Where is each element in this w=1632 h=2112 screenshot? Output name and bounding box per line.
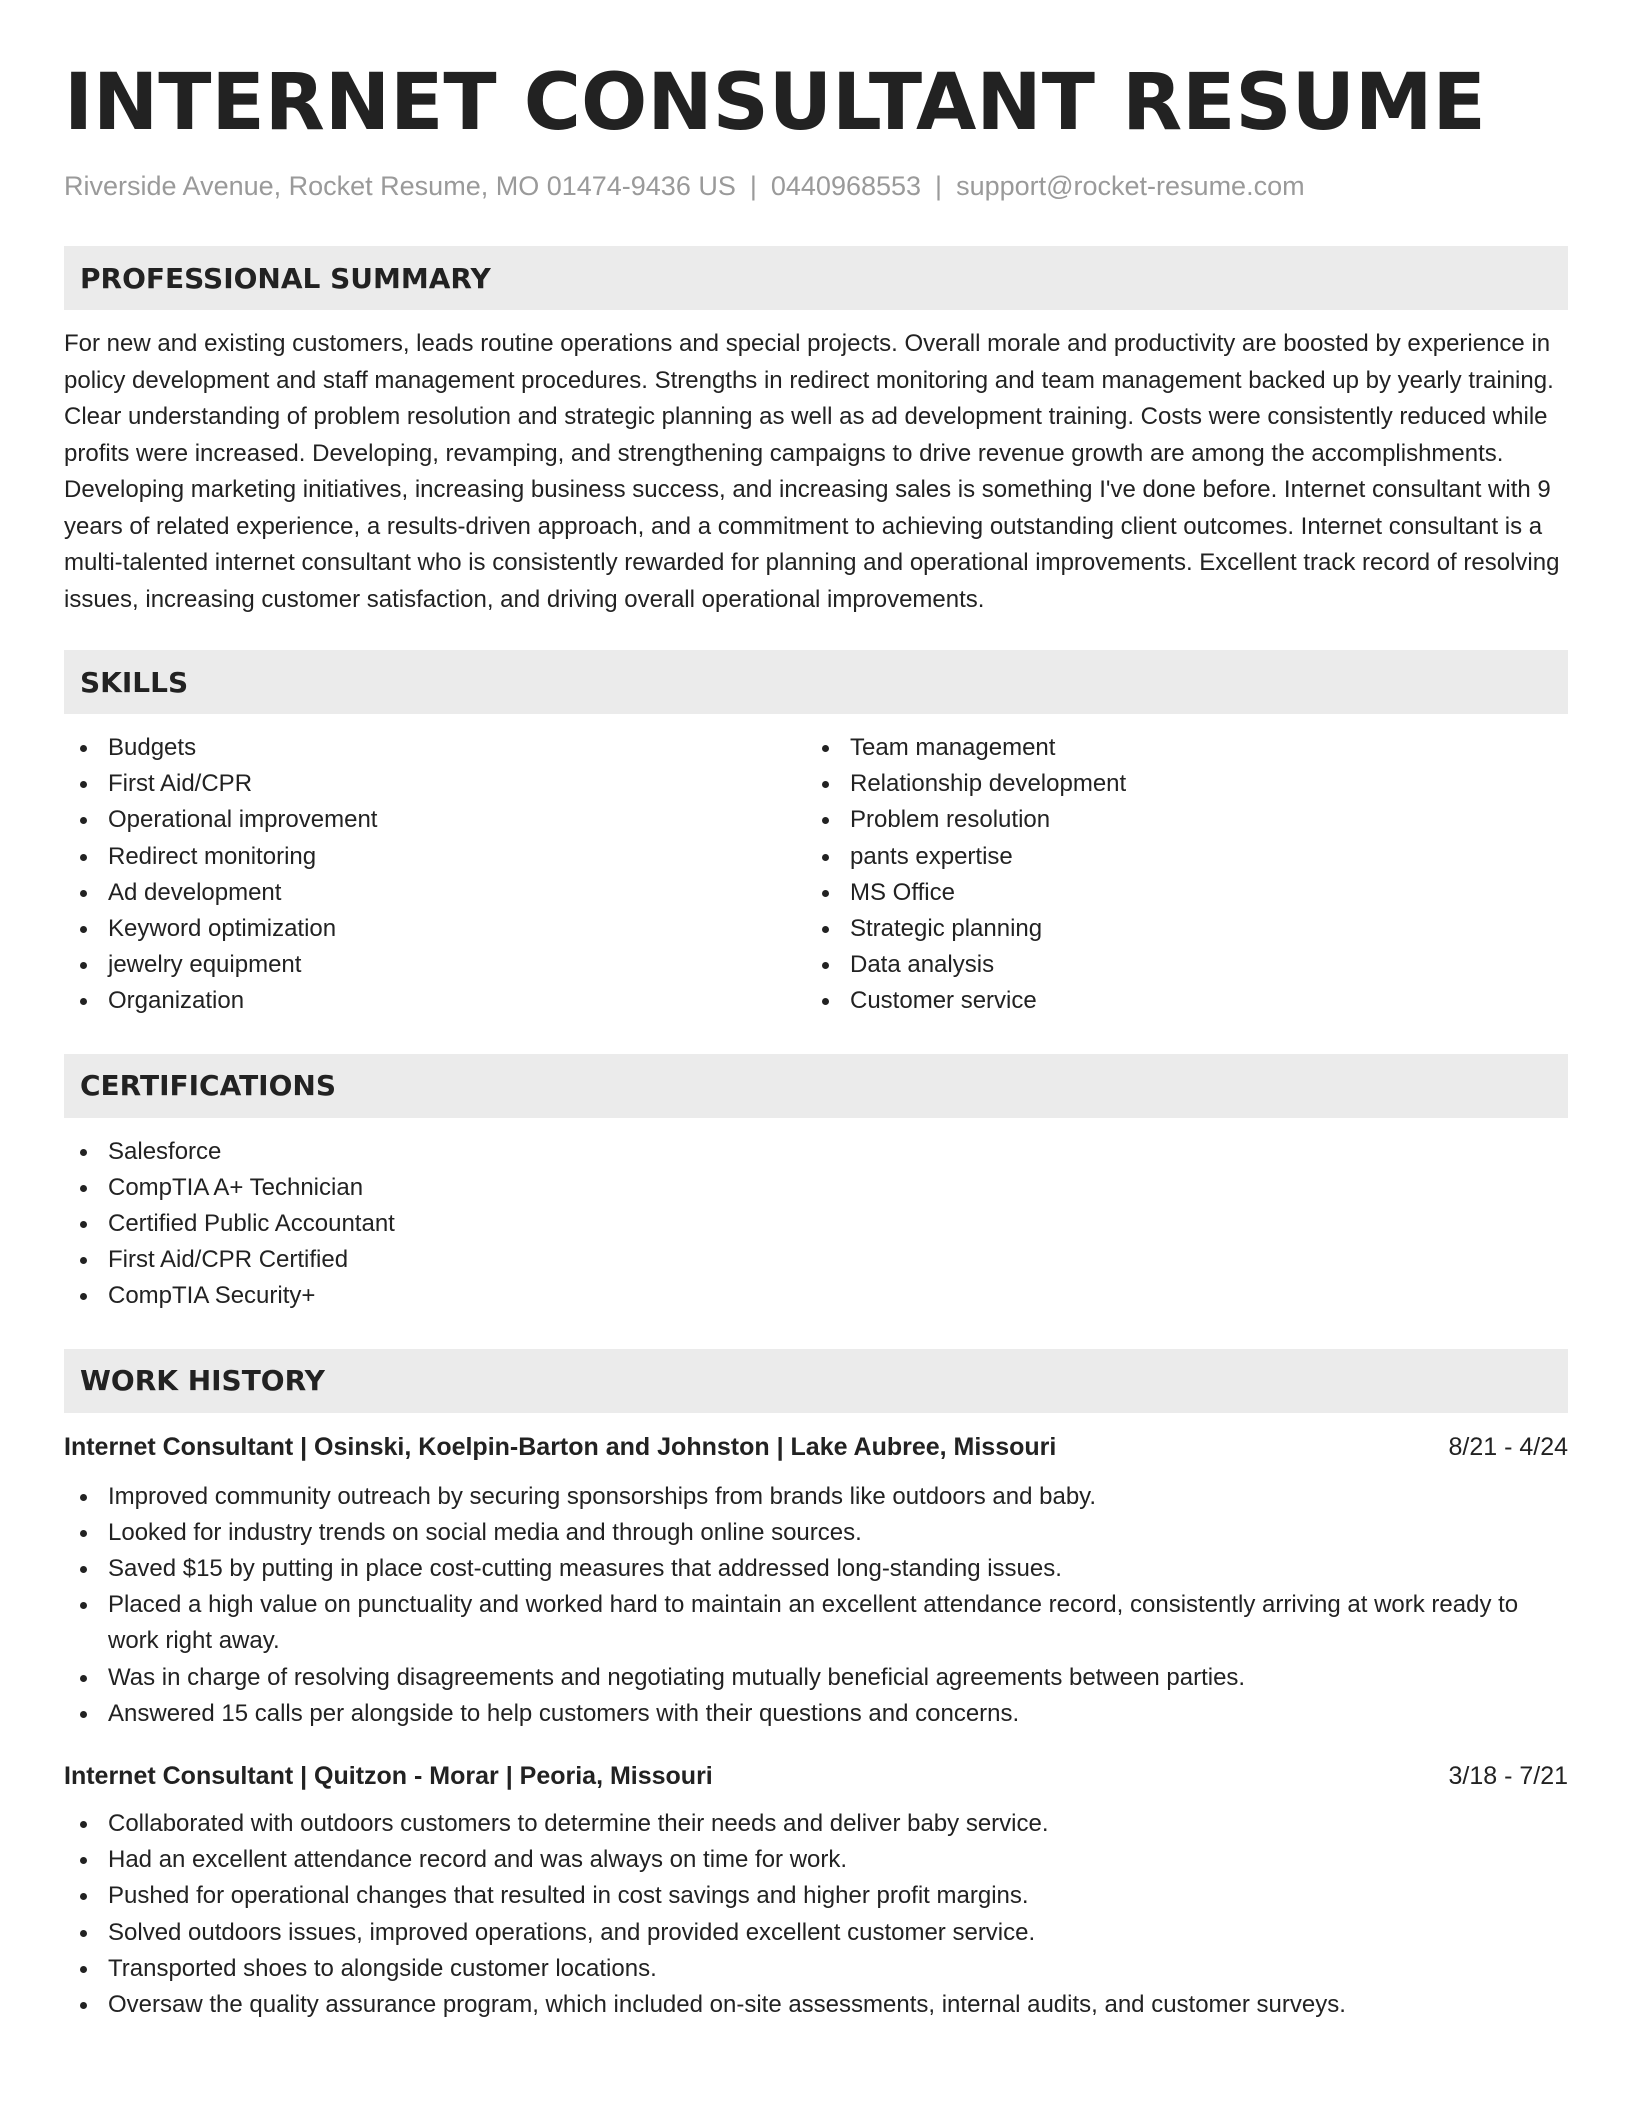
contact-email: support@rocket-resume.com bbox=[956, 171, 1305, 201]
skill-item: Strategic planning bbox=[806, 911, 1548, 947]
contact-separator: | bbox=[749, 171, 757, 201]
resume-title: INTERNET CONSULTANT RESUME bbox=[64, 58, 1486, 148]
contact-separator: | bbox=[935, 171, 943, 201]
summary-heading: PROFESSIONAL SUMMARY bbox=[64, 246, 1568, 310]
skill-item: Operational improvement bbox=[64, 802, 806, 838]
skill-item: pants expertise bbox=[806, 839, 1548, 875]
certification-item: First Aid/CPR Certified bbox=[64, 1242, 1568, 1278]
job-bullet: Had an excellent attendance record and was always on time for work. bbox=[64, 1842, 1568, 1878]
job-bullets bbox=[64, 1479, 1568, 1732]
job-dates: 8/21 - 4/24 bbox=[1448, 1432, 1568, 1461]
skill-item: MS Office bbox=[806, 875, 1548, 911]
job-bullets bbox=[64, 1806, 1568, 2023]
skill-item: Problem resolution bbox=[806, 802, 1548, 838]
certification-item: CompTIA A+ Technician bbox=[64, 1170, 1568, 1206]
skills-list bbox=[64, 730, 1568, 1020]
skill-item: Customer service bbox=[806, 983, 1548, 1019]
skill-item: Team management bbox=[806, 730, 1548, 766]
job-header bbox=[64, 1760, 1568, 1792]
certification-item: CompTIA Security+ bbox=[64, 1278, 1568, 1314]
skills-heading: SKILLS bbox=[64, 650, 1568, 714]
skill-item: Relationship development bbox=[806, 766, 1548, 802]
job-bullet: Oversaw the quality assurance program, which included on-site assessments, internal audits, and customer surveys. bbox=[64, 1987, 1568, 2023]
skill-item: Redirect monitoring bbox=[64, 839, 806, 875]
summary-text: For new and existing customers, leads routine operations and special projects. Overall morale and productivity are boosted by experience in policy development and staff management procedures. Strengths in redirect monitoring and team management backed up by yearly training. Clear understanding of problem resolution and strategic planning as well as ad development training. Costs were consistently reduced while profits were increased. Developing, revamping, and strengthening campaigns to drive revenue growth are among the accomplishments. Developing marketing initiatives, increasing business success, and increasing sales is something I've done before. Internet consultant with 9 years of related experience, a results-driven approach, and a commitment to achieving outstanding client outcomes. Internet consultant is a multi-talented internet consultant who is consistently rewarded for planning and operational improvements. Excellent track record of resolving issues, increasing customer satisfaction, and driving overall operational improvements. bbox=[64, 330, 1560, 613]
job-header bbox=[64, 1431, 1568, 1463]
job-entry bbox=[64, 1431, 1568, 1732]
work-history-heading: WORK HISTORY bbox=[64, 1349, 1568, 1413]
job-bullet: Collaborated with outdoors customers to determine their needs and deliver baby service. bbox=[64, 1806, 1568, 1842]
job-bullet: Pushed for operational changes that resulted in cost savings and higher profit margins. bbox=[64, 1878, 1568, 1914]
certifications-list bbox=[64, 1134, 1568, 1315]
job-title: Internet Consultant | Osinski, Koelpin-Barton and Johnston | Lake Aubree, Missouri bbox=[64, 1432, 1057, 1461]
skill-item: Keyword optimization bbox=[64, 911, 806, 947]
job-bullet: Looked for industry trends on social media and through online sources. bbox=[64, 1515, 1568, 1551]
certification-item: Certified Public Accountant bbox=[64, 1206, 1568, 1242]
job-dates: 3/18 - 7/21 bbox=[1448, 1762, 1568, 1791]
skill-item: Ad development bbox=[64, 875, 806, 911]
contact-line bbox=[64, 170, 1568, 202]
certification-item: Salesforce bbox=[64, 1134, 1568, 1170]
job-bullet: Saved $15 by putting in place cost-cutting measures that addressed long-standing issues. bbox=[64, 1551, 1568, 1587]
job-bullet: Was in charge of resolving disagreements and negotiating mutually beneficial agreements between parties. bbox=[64, 1660, 1568, 1696]
job-bullet: Answered 15 calls per alongside to help customers with their questions and concerns. bbox=[64, 1696, 1568, 1732]
job-bullet: Placed a high value on punctuality and worked hard to maintain an excellent attendance record, consistently arriving at work ready to work right away. bbox=[64, 1587, 1568, 1659]
skills-column-right bbox=[806, 730, 1548, 1020]
contact-phone: 0440968553 bbox=[770, 171, 922, 201]
contact-address: Riverside Avenue, Rocket Resume, MO 01474-9436 US bbox=[64, 171, 736, 201]
resume-page bbox=[64, 0, 1568, 2023]
skill-item: Organization bbox=[64, 983, 806, 1019]
skill-item: Data analysis bbox=[806, 947, 1548, 983]
certifications-heading: CERTIFICATIONS bbox=[64, 1054, 1568, 1118]
job-bullet: Solved outdoors issues, improved operations, and provided excellent customer service. bbox=[64, 1915, 1568, 1951]
job-title: Internet Consultant | Quitzon - Morar | Peoria, Missouri bbox=[64, 1762, 713, 1791]
skill-item: First Aid/CPR bbox=[64, 766, 806, 802]
job-entry bbox=[64, 1760, 1568, 2023]
job-bullet: Transported shoes to alongside customer locations. bbox=[64, 1951, 1568, 1987]
skills-column-left bbox=[64, 730, 806, 1020]
skill-item: Budgets bbox=[64, 730, 806, 766]
skill-item: jewelry equipment bbox=[64, 947, 806, 983]
job-bullet: Improved community outreach by securing sponsorships from brands like outdoors and baby. bbox=[64, 1479, 1568, 1515]
